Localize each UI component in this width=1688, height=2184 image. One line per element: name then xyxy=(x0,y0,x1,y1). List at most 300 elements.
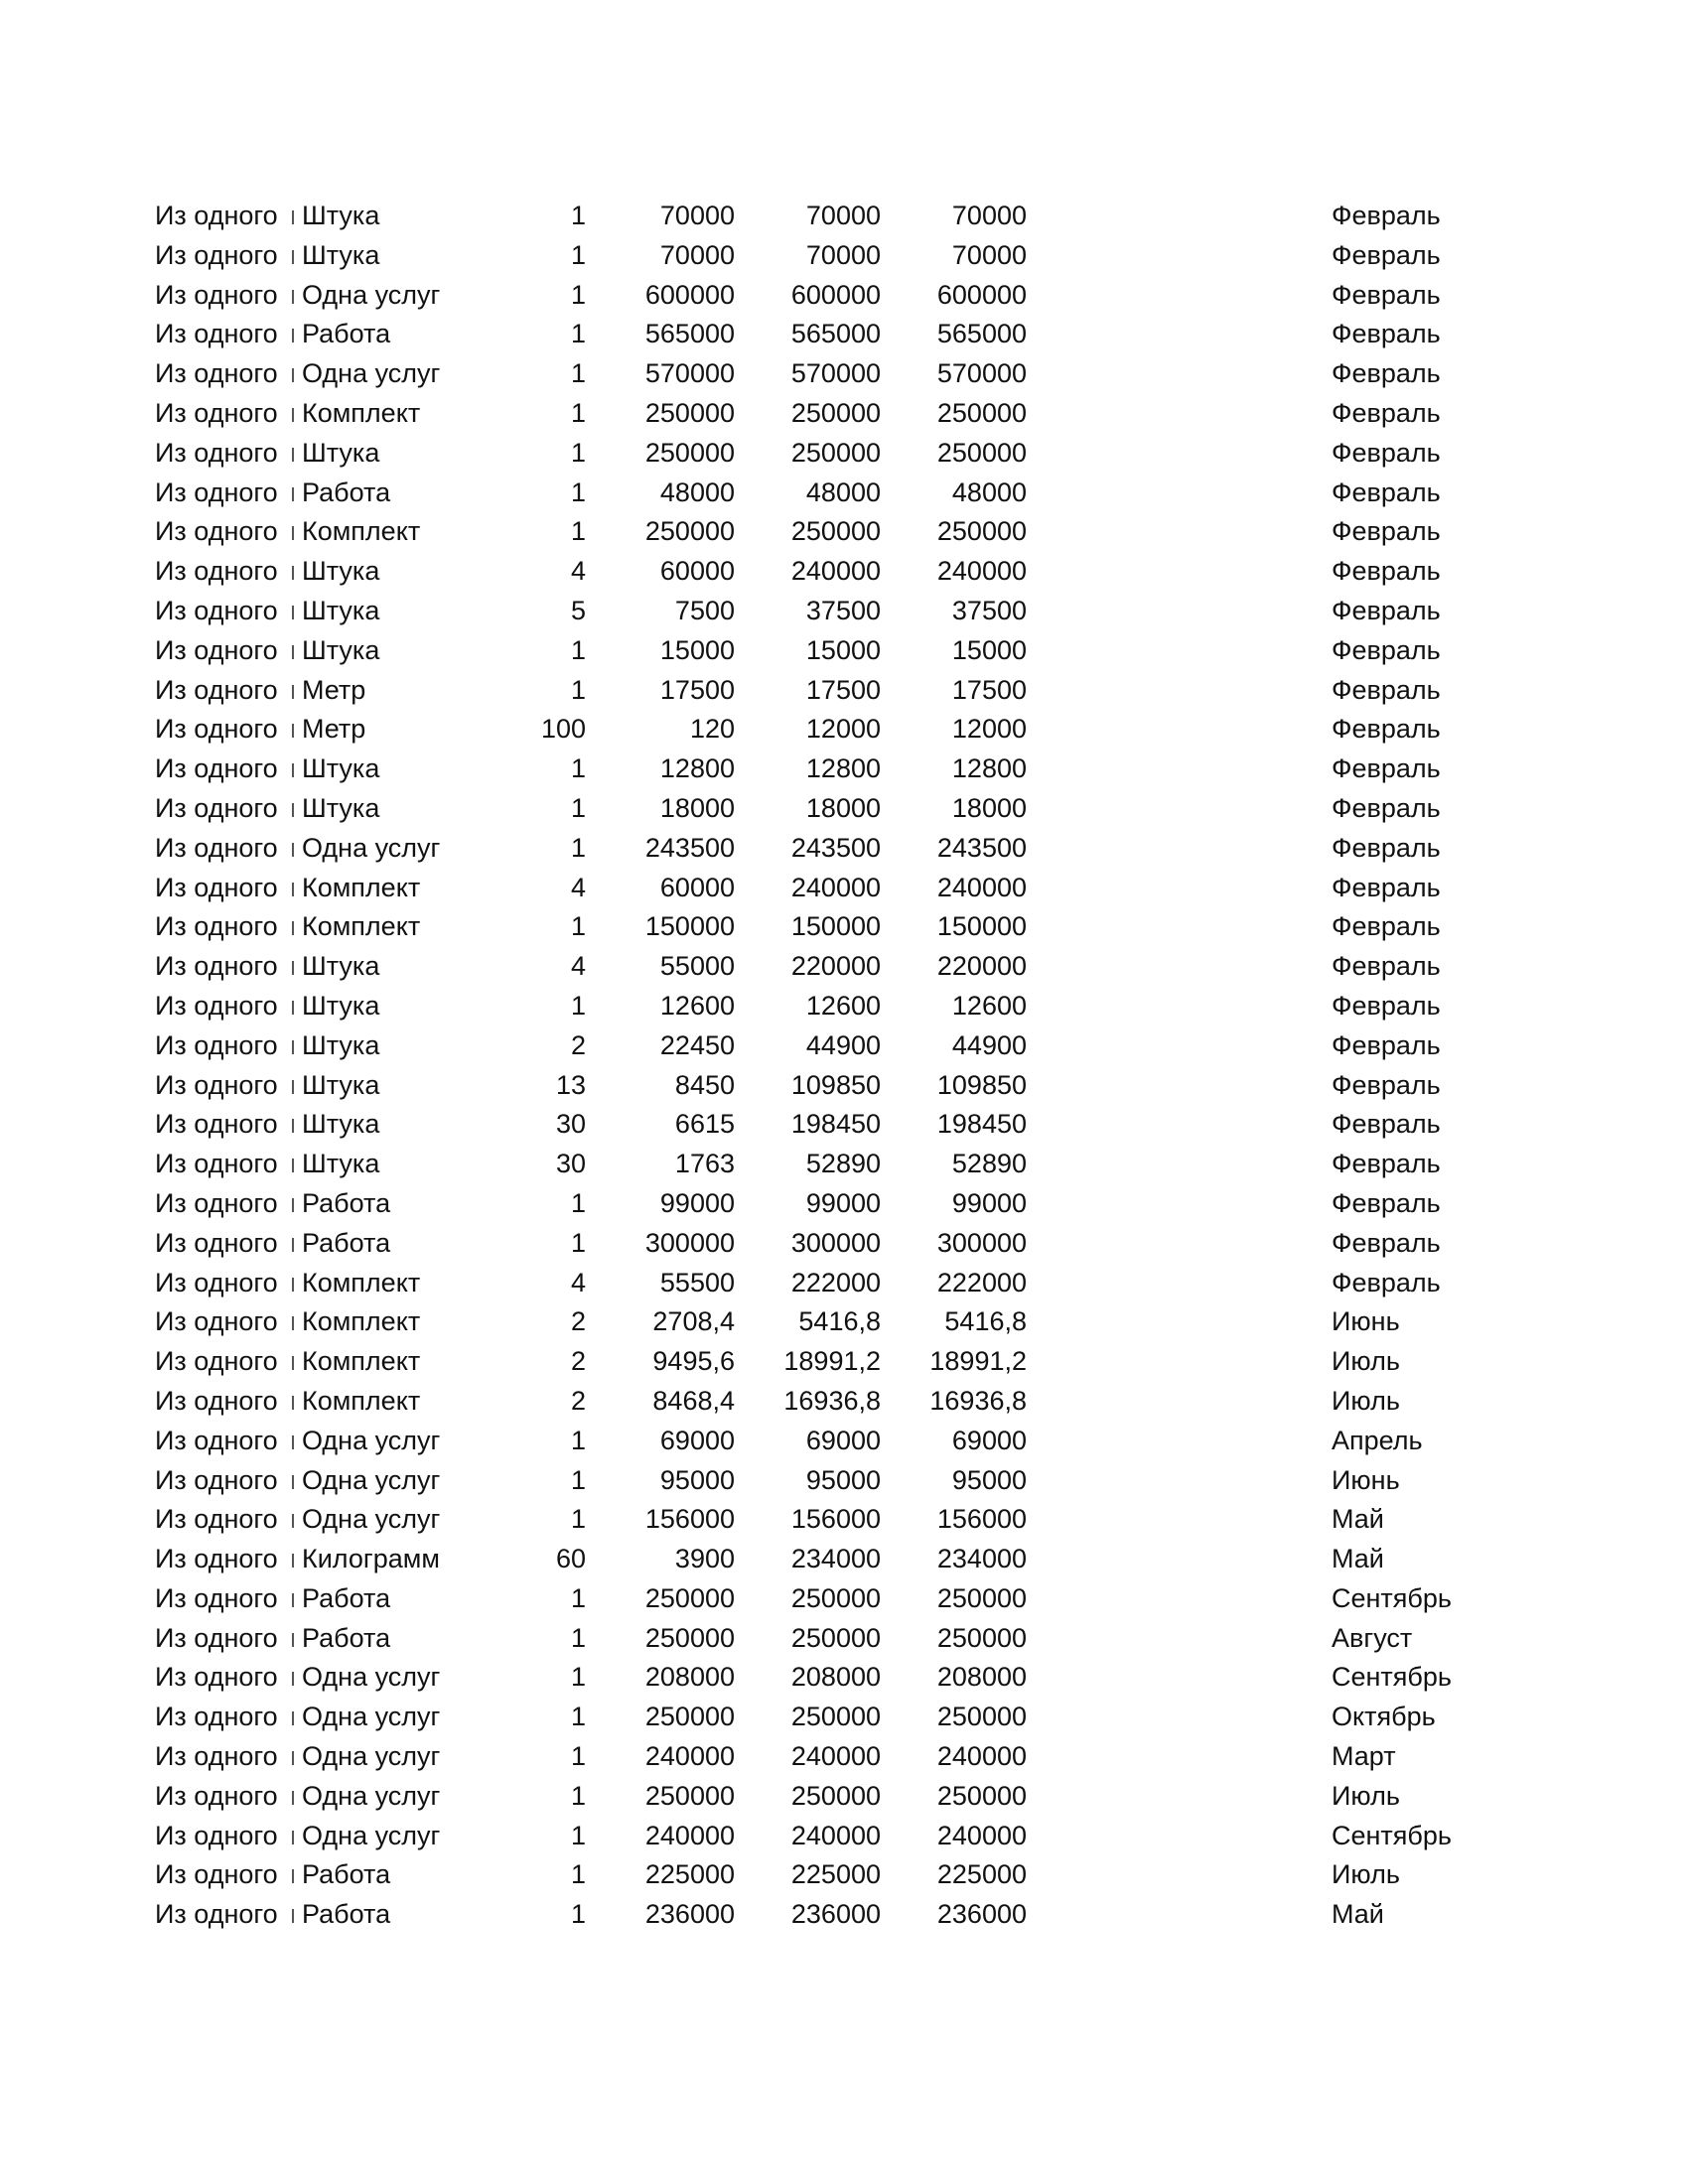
procurement-type-cell: Из одного xyxy=(155,595,278,625)
sum-cell: 250000 xyxy=(790,1780,881,1811)
month-cell: Февраль xyxy=(1332,201,1441,230)
sum-cell: 240000 xyxy=(790,1741,881,1772)
procurement-type-cell: Из одного xyxy=(155,279,278,310)
unit-cell: Штука xyxy=(302,1109,380,1140)
unit-cell: Килограмм xyxy=(302,1544,440,1574)
unit-cell: Метр xyxy=(302,714,366,745)
quantity-cell: 5 xyxy=(570,595,586,625)
procurement-type-cell: Из одного xyxy=(155,1622,278,1653)
procurement-type-cell: Из одного xyxy=(155,1267,278,1297)
table-row xyxy=(0,1500,1688,1540)
quantity-cell: 2 xyxy=(570,1346,586,1377)
unit-cell: Одна услуг xyxy=(302,1464,441,1495)
month-cell: Февраль xyxy=(1332,1029,1441,1060)
cell-overflow-marker xyxy=(290,487,298,501)
total-cell: 69000 xyxy=(951,1425,1027,1455)
month-cell: Февраль xyxy=(1332,951,1441,982)
total-cell: 16936,8 xyxy=(929,1385,1027,1416)
procurement-type-cell: Из одного xyxy=(155,832,278,863)
table-row xyxy=(0,1737,1688,1777)
quantity-cell: 1 xyxy=(570,279,586,310)
quantity-cell: 30 xyxy=(555,1109,586,1140)
total-cell: 12600 xyxy=(951,990,1027,1021)
price-cell: 95000 xyxy=(659,1464,735,1495)
procurement-type-cell: Из одного xyxy=(155,1069,278,1100)
unit-cell: Работа xyxy=(302,1859,391,1890)
procurement-type-cell: Из одного xyxy=(155,1385,278,1416)
sum-cell: 48000 xyxy=(805,477,881,507)
cell-overflow-marker xyxy=(290,1119,298,1133)
price-cell: 250000 xyxy=(644,1780,735,1811)
cell-overflow-marker xyxy=(290,1356,298,1370)
unit-cell: Одна услуг xyxy=(302,1780,441,1811)
total-cell: 95000 xyxy=(951,1464,1027,1495)
total-cell: 48000 xyxy=(951,477,1027,507)
table-row xyxy=(0,197,1688,236)
procurement-type-cell: Из одного xyxy=(155,1187,278,1218)
price-cell: 8450 xyxy=(674,1069,735,1100)
cell-overflow-marker xyxy=(290,1475,298,1489)
quantity-cell: 13 xyxy=(555,1069,586,1100)
procurement-type-cell: Из одного xyxy=(155,1702,278,1732)
table-row xyxy=(0,1422,1688,1461)
procurement-type-cell: Из одного xyxy=(155,1029,278,1060)
price-cell: 250000 xyxy=(644,1582,735,1613)
cell-overflow-marker xyxy=(290,1791,298,1805)
unit-cell: Штука xyxy=(302,595,380,625)
cell-overflow-marker xyxy=(290,724,298,738)
procurement-type-cell: Из одного xyxy=(155,1346,278,1377)
total-cell: 240000 xyxy=(936,556,1027,587)
total-cell: 70000 xyxy=(951,201,1027,230)
price-cell: 70000 xyxy=(659,201,735,230)
table-row xyxy=(0,552,1688,592)
cell-overflow-marker xyxy=(290,1514,298,1528)
sum-cell: 222000 xyxy=(790,1267,881,1297)
quantity-cell: 1 xyxy=(570,1702,586,1732)
month-cell: Февраль xyxy=(1332,358,1441,389)
cell-overflow-marker xyxy=(290,1831,298,1844)
unit-cell: Одна услуг xyxy=(302,1662,441,1693)
total-cell: 70000 xyxy=(951,239,1027,270)
total-cell: 99000 xyxy=(951,1187,1027,1218)
procurement-type-cell: Из одного xyxy=(155,1425,278,1455)
month-cell: Июль xyxy=(1332,1385,1400,1416)
procurement-type-cell: Из одного xyxy=(155,951,278,982)
month-cell: Сентябрь xyxy=(1332,1820,1452,1850)
quantity-cell: 1 xyxy=(570,1464,586,1495)
procurement-type-cell: Из одного xyxy=(155,358,278,389)
sum-cell: 250000 xyxy=(790,1582,881,1613)
price-cell: 17500 xyxy=(659,674,735,705)
total-cell: 240000 xyxy=(936,1820,1027,1850)
sum-cell: 240000 xyxy=(790,556,881,587)
unit-cell: Комплект xyxy=(302,872,421,902)
total-cell: 250000 xyxy=(936,1622,1027,1653)
table-row xyxy=(0,829,1688,869)
month-cell: Февраль xyxy=(1332,477,1441,507)
unit-cell: Штука xyxy=(302,951,380,982)
sum-cell: 236000 xyxy=(790,1899,881,1930)
procurement-type-cell: Из одного xyxy=(155,634,278,665)
price-cell: 120 xyxy=(689,714,735,745)
quantity-cell: 1 xyxy=(570,1504,586,1535)
quantity-cell: 1 xyxy=(570,358,586,389)
cell-overflow-marker xyxy=(290,250,298,264)
sum-cell: 44900 xyxy=(805,1029,881,1060)
quantity-cell: 100 xyxy=(540,714,586,745)
unit-cell: Одна услуг xyxy=(302,1504,441,1535)
table-row xyxy=(0,315,1688,354)
sum-cell: 37500 xyxy=(805,595,881,625)
table-row xyxy=(0,987,1688,1026)
price-cell: 99000 xyxy=(659,1187,735,1218)
table-row xyxy=(0,1619,1688,1659)
table-row xyxy=(0,869,1688,908)
cell-overflow-marker xyxy=(290,961,298,975)
cell-overflow-marker xyxy=(290,408,298,422)
quantity-cell: 2 xyxy=(570,1029,586,1060)
month-cell: Май xyxy=(1332,1544,1384,1574)
total-cell: 12800 xyxy=(951,753,1027,784)
sum-cell: 70000 xyxy=(805,201,881,230)
procurement-type-cell: Из одного xyxy=(155,516,278,547)
procurement-type-cell: Из одного xyxy=(155,1227,278,1258)
month-cell: Август xyxy=(1332,1622,1413,1653)
unit-cell: Одна услуг xyxy=(302,1741,441,1772)
price-cell: 18000 xyxy=(659,792,735,823)
month-cell: Февраль xyxy=(1332,832,1441,863)
price-cell: 250000 xyxy=(644,516,735,547)
table-row xyxy=(0,1698,1688,1737)
procurement-type-cell: Из одного xyxy=(155,753,278,784)
cell-overflow-marker xyxy=(290,843,298,857)
procurement-type-cell: Из одного xyxy=(155,556,278,587)
month-cell: Февраль xyxy=(1332,397,1441,428)
price-cell: 300000 xyxy=(644,1227,735,1258)
total-cell: 222000 xyxy=(936,1267,1027,1297)
spreadsheet-page xyxy=(0,197,1688,1935)
quantity-cell: 4 xyxy=(570,556,586,587)
cell-overflow-marker xyxy=(290,1159,298,1172)
cell-overflow-marker xyxy=(290,1909,298,1923)
unit-cell: Комплект xyxy=(302,911,421,942)
table-row xyxy=(0,592,1688,631)
table-row xyxy=(0,1066,1688,1106)
sum-cell: 12800 xyxy=(805,753,881,784)
procurement-type-cell: Из одного xyxy=(155,1544,278,1574)
table-row xyxy=(0,1224,1688,1264)
table-row xyxy=(0,1777,1688,1817)
unit-cell: Одна услуг xyxy=(302,279,441,310)
quantity-cell: 4 xyxy=(570,872,586,902)
total-cell: 300000 xyxy=(936,1227,1027,1258)
month-cell: Февраль xyxy=(1332,1187,1441,1218)
total-cell: 52890 xyxy=(951,1149,1027,1179)
table-row xyxy=(0,512,1688,552)
quantity-cell: 1 xyxy=(570,911,586,942)
sum-cell: 70000 xyxy=(805,239,881,270)
cell-overflow-marker xyxy=(290,1633,298,1647)
table-row xyxy=(0,671,1688,711)
sum-cell: 225000 xyxy=(790,1859,881,1890)
table-row xyxy=(0,907,1688,947)
price-cell: 7500 xyxy=(674,595,735,625)
month-cell: Февраль xyxy=(1332,990,1441,1021)
price-cell: 12600 xyxy=(659,990,735,1021)
price-cell: 60000 xyxy=(659,872,735,902)
unit-cell: Работа xyxy=(302,1582,391,1613)
total-cell: 240000 xyxy=(936,1741,1027,1772)
sum-cell: 234000 xyxy=(790,1544,881,1574)
cell-overflow-marker xyxy=(290,1751,298,1765)
quantity-cell: 1 xyxy=(570,437,586,468)
sum-cell: 570000 xyxy=(790,358,881,389)
month-cell: Февраль xyxy=(1332,1227,1441,1258)
total-cell: 570000 xyxy=(936,358,1027,389)
cell-overflow-marker xyxy=(290,566,298,580)
total-cell: 250000 xyxy=(936,437,1027,468)
month-cell: Февраль xyxy=(1332,1109,1441,1140)
price-cell: 250000 xyxy=(644,397,735,428)
price-cell: 48000 xyxy=(659,477,735,507)
sum-cell: 150000 xyxy=(790,911,881,942)
unit-cell: Одна услуг xyxy=(302,1820,441,1850)
quantity-cell: 1 xyxy=(570,1899,586,1930)
procurement-type-cell: Из одного xyxy=(155,1820,278,1850)
sum-cell: 15000 xyxy=(805,634,881,665)
cell-overflow-marker xyxy=(290,1040,298,1054)
sum-cell: 18991,2 xyxy=(783,1346,881,1377)
cell-overflow-marker xyxy=(290,1711,298,1725)
quantity-cell: 1 xyxy=(570,753,586,784)
quantity-cell: 1 xyxy=(570,1187,586,1218)
table-row xyxy=(0,354,1688,394)
sum-cell: 250000 xyxy=(790,437,881,468)
quantity-cell: 1 xyxy=(570,1425,586,1455)
sum-cell: 16936,8 xyxy=(783,1385,881,1416)
month-cell: Февраль xyxy=(1332,595,1441,625)
total-cell: 37500 xyxy=(951,595,1027,625)
month-cell: Февраль xyxy=(1332,792,1441,823)
table-row xyxy=(0,1895,1688,1935)
cell-overflow-marker xyxy=(290,290,298,304)
price-cell: 243500 xyxy=(644,832,735,863)
unit-cell: Комплект xyxy=(302,1346,421,1377)
total-cell: 240000 xyxy=(936,872,1027,902)
unit-cell: Штука xyxy=(302,990,380,1021)
total-cell: 225000 xyxy=(936,1859,1027,1890)
procurement-type-cell: Из одного xyxy=(155,1149,278,1179)
month-cell: Июнь xyxy=(1332,1306,1400,1337)
total-cell: 208000 xyxy=(936,1662,1027,1693)
quantity-cell: 1 xyxy=(570,634,586,665)
price-cell: 236000 xyxy=(644,1899,735,1930)
unit-cell: Штука xyxy=(302,792,380,823)
procurement-type-cell: Из одного xyxy=(155,397,278,428)
table-row xyxy=(0,236,1688,276)
price-cell: 69000 xyxy=(659,1425,735,1455)
table-row xyxy=(0,1461,1688,1501)
month-cell: Май xyxy=(1332,1899,1384,1930)
sum-cell: 109850 xyxy=(790,1069,881,1100)
price-cell: 570000 xyxy=(644,358,735,389)
cell-overflow-marker xyxy=(290,210,298,224)
procurement-type-cell: Из одного xyxy=(155,674,278,705)
table-row xyxy=(0,1145,1688,1184)
cell-overflow-marker xyxy=(290,685,298,699)
unit-cell: Комплект xyxy=(302,397,421,428)
unit-cell: Метр xyxy=(302,674,366,705)
sum-cell: 99000 xyxy=(805,1187,881,1218)
month-cell: Февраль xyxy=(1332,556,1441,587)
price-cell: 250000 xyxy=(644,437,735,468)
sum-cell: 12000 xyxy=(805,714,881,745)
sum-cell: 600000 xyxy=(790,279,881,310)
sum-cell: 198450 xyxy=(790,1109,881,1140)
unit-cell: Работа xyxy=(302,1622,391,1653)
month-cell: Июль xyxy=(1332,1346,1400,1377)
total-cell: 250000 xyxy=(936,1702,1027,1732)
total-cell: 600000 xyxy=(936,279,1027,310)
procurement-type-cell: Из одного xyxy=(155,990,278,1021)
unit-cell: Работа xyxy=(302,1187,391,1218)
price-cell: 565000 xyxy=(644,319,735,349)
month-cell: Февраль xyxy=(1332,714,1441,745)
cell-overflow-marker xyxy=(290,1672,298,1686)
quantity-cell: 1 xyxy=(570,1780,586,1811)
procurement-type-cell: Из одного xyxy=(155,201,278,230)
procurement-type-cell: Из одного xyxy=(155,1504,278,1535)
sum-cell: 250000 xyxy=(790,1622,881,1653)
procurement-type-cell: Из одного xyxy=(155,872,278,902)
table-row xyxy=(0,474,1688,513)
cell-overflow-marker xyxy=(290,1554,298,1568)
month-cell: Июнь xyxy=(1332,1464,1400,1495)
unit-cell: Комплект xyxy=(302,516,421,547)
price-cell: 240000 xyxy=(644,1820,735,1850)
quantity-cell: 1 xyxy=(570,1741,586,1772)
sum-cell: 250000 xyxy=(790,516,881,547)
procurement-type-cell: Из одного xyxy=(155,1899,278,1930)
table-row xyxy=(0,394,1688,434)
quantity-cell: 30 xyxy=(555,1149,586,1179)
procurement-type-cell: Из одного xyxy=(155,1859,278,1890)
table-row xyxy=(0,1184,1688,1224)
total-cell: 44900 xyxy=(951,1029,1027,1060)
price-cell: 55500 xyxy=(659,1267,735,1297)
price-cell: 2708,4 xyxy=(652,1306,735,1337)
month-cell: Февраль xyxy=(1332,319,1441,349)
unit-cell: Комплект xyxy=(302,1306,421,1337)
price-cell: 8468,4 xyxy=(652,1385,735,1416)
month-cell: Март xyxy=(1332,1741,1396,1772)
sum-cell: 17500 xyxy=(805,674,881,705)
price-cell: 70000 xyxy=(659,239,735,270)
table-row xyxy=(0,947,1688,987)
unit-cell: Штука xyxy=(302,1069,380,1100)
quantity-cell: 1 xyxy=(570,792,586,823)
table-row xyxy=(0,710,1688,750)
total-cell: 236000 xyxy=(936,1899,1027,1930)
total-cell: 12000 xyxy=(951,714,1027,745)
cell-overflow-marker xyxy=(290,1001,298,1015)
unit-cell: Штука xyxy=(302,556,380,587)
price-cell: 60000 xyxy=(659,556,735,587)
table-row xyxy=(0,1658,1688,1698)
unit-cell: Штука xyxy=(302,634,380,665)
cell-overflow-marker xyxy=(290,1593,298,1607)
quantity-cell: 2 xyxy=(570,1306,586,1337)
procurement-type-cell: Из одного xyxy=(155,1662,278,1693)
month-cell: Февраль xyxy=(1332,753,1441,784)
total-cell: 250000 xyxy=(936,1780,1027,1811)
month-cell: Июль xyxy=(1332,1859,1400,1890)
price-cell: 208000 xyxy=(644,1662,735,1693)
price-cell: 250000 xyxy=(644,1702,735,1732)
sum-cell: 95000 xyxy=(805,1464,881,1495)
month-cell: Февраль xyxy=(1332,634,1441,665)
procurement-type-cell: Из одного xyxy=(155,714,278,745)
table-row xyxy=(0,276,1688,316)
procurement-type-cell: Из одного xyxy=(155,1464,278,1495)
sum-cell: 156000 xyxy=(790,1504,881,1535)
table-row xyxy=(0,1105,1688,1145)
cell-overflow-marker xyxy=(290,1278,298,1292)
cell-overflow-marker xyxy=(290,1238,298,1252)
unit-cell: Комплект xyxy=(302,1267,421,1297)
month-cell: Февраль xyxy=(1332,239,1441,270)
price-cell: 15000 xyxy=(659,634,735,665)
quantity-cell: 4 xyxy=(570,1267,586,1297)
cell-overflow-marker xyxy=(290,448,298,462)
total-cell: 198450 xyxy=(936,1109,1027,1140)
unit-cell: Штука xyxy=(302,201,380,230)
unit-cell: Штука xyxy=(302,1029,380,1060)
price-cell: 9495,6 xyxy=(652,1346,735,1377)
total-cell: 150000 xyxy=(936,911,1027,942)
cell-overflow-marker xyxy=(290,1316,298,1330)
procurement-type-cell: Из одного xyxy=(155,1741,278,1772)
month-cell: Сентябрь xyxy=(1332,1662,1452,1693)
unit-cell: Работа xyxy=(302,477,391,507)
month-cell: Февраль xyxy=(1332,911,1441,942)
price-cell: 600000 xyxy=(644,279,735,310)
unit-cell: Комплект xyxy=(302,1385,421,1416)
procurement-type-cell: Из одного xyxy=(155,1109,278,1140)
procurement-type-cell: Из одного xyxy=(155,477,278,507)
sum-cell: 18000 xyxy=(805,792,881,823)
price-cell: 55000 xyxy=(659,951,735,982)
table-row xyxy=(0,1342,1688,1382)
price-cell: 1763 xyxy=(674,1149,735,1179)
quantity-cell: 4 xyxy=(570,951,586,982)
quantity-cell: 1 xyxy=(570,239,586,270)
total-cell: 18991,2 xyxy=(929,1346,1027,1377)
table-row xyxy=(0,631,1688,671)
procurement-type-cell: Из одного xyxy=(155,319,278,349)
cell-overflow-marker xyxy=(290,883,298,896)
quantity-cell: 1 xyxy=(570,1622,586,1653)
quantity-cell: 1 xyxy=(570,1582,586,1613)
sum-cell: 250000 xyxy=(790,397,881,428)
unit-cell: Работа xyxy=(302,1899,391,1930)
total-cell: 15000 xyxy=(951,634,1027,665)
cell-overflow-marker xyxy=(290,921,298,935)
quantity-cell: 1 xyxy=(570,319,586,349)
procurement-type-cell: Из одного xyxy=(155,437,278,468)
table-row xyxy=(0,1540,1688,1579)
